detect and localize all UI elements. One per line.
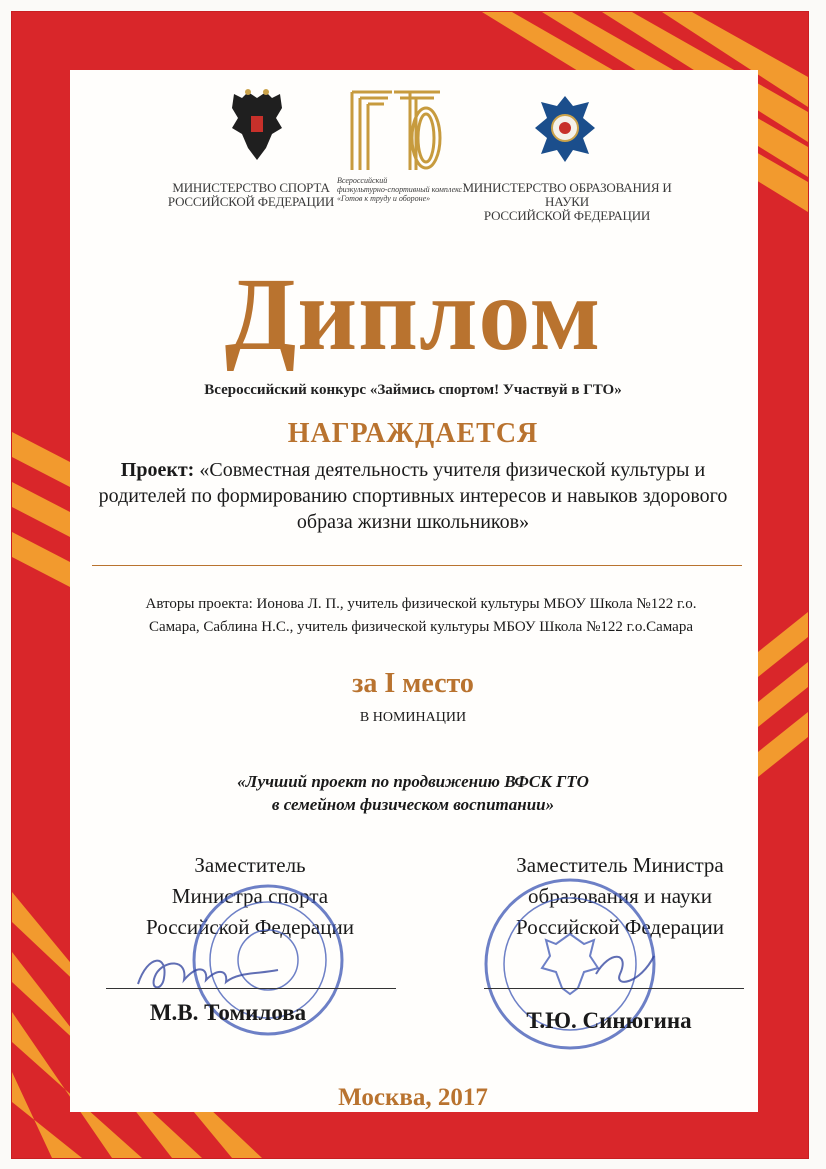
gto-logo-icon (348, 88, 444, 174)
project-description (80, 457, 746, 535)
right-signatory-title: Заместитель Министра образования и науки Российской Федерации (516, 853, 724, 939)
left-signatory-title: Заместитель Министра спорта Российской Федерации (146, 853, 354, 939)
education-emblem-icon (533, 92, 597, 166)
city-year: Москва, 2017 (338, 1084, 488, 1111)
double-headed-eagle-icon (228, 88, 286, 168)
project-label: Проект: (120, 459, 195, 481)
gto-subtitle: Всероссийский физкультурно-спортивный комплекс «Готов к труду и обороне» (337, 176, 463, 203)
right-signatory-name: Т.Ю. Синюгина (526, 1008, 692, 1033)
left-signature-line (106, 988, 396, 989)
signature-icon (128, 944, 288, 1004)
diploma-title: Диплом (224, 257, 602, 372)
signature-icon (590, 944, 660, 994)
nomination-title (0, 770, 826, 816)
nomination-line-1: «Лучший проект по продвижению ВФСК ГТО (237, 772, 589, 791)
left-org-name: МИНИСТЕРСТВО СПОРТА РОССИЙСКОЙ ФЕДЕРАЦИИ (167, 180, 335, 209)
project-text: «Совместная деятельность учителя физической культуры и родителей по формированию спортивных интересов и навыков здорового образа жизни школьников» (98, 459, 728, 533)
contest-name: Всероссийский конкурс «Займись спортом! Участвуй в ГТО» (204, 382, 622, 398)
right-org-name: МИНИСТЕРСТВО ОБРАЗОВАНИЯ И НАУКИ РОССИЙСКОЙ ФЕДЕРАЦИИ (462, 180, 672, 223)
authors-line-2: Самара, Саблина Н.С., учитель физической культуры МБОУ Школа №122 г.о.Самара (149, 619, 693, 635)
authors-line-1: Авторы проекта: Ионова Л. П., учитель физической культуры МБОУ Школа №122 г.о. (145, 596, 697, 612)
project-authors (96, 593, 746, 639)
right-signature-line (484, 988, 744, 989)
place-heading: за I место (352, 668, 474, 699)
nomination-line-2: в семейном физическом воспитании» (271, 795, 555, 814)
awarded-heading: НАГРАЖДАЕТСЯ (287, 418, 539, 449)
nomination-label: В НОМИНАЦИИ (359, 710, 467, 725)
left-signatory-name: М.В. Томилова (149, 1000, 307, 1025)
divider (92, 565, 742, 566)
